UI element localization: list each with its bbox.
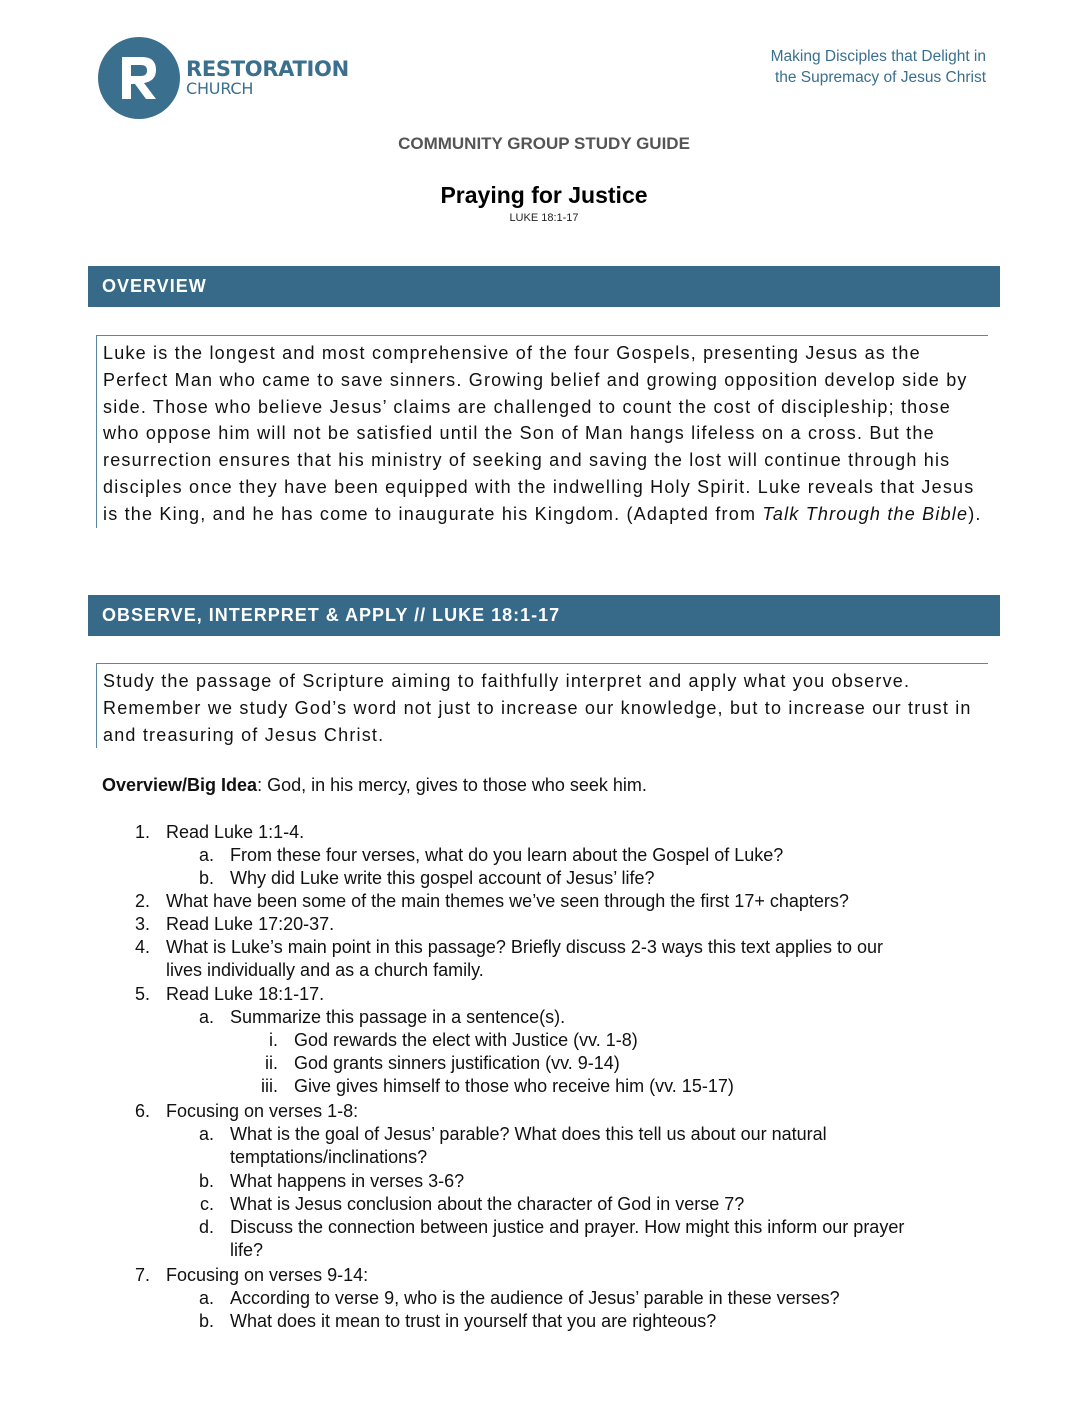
overview-heading: OVERVIEW xyxy=(88,266,1000,307)
oia-heading: OBSERVE, INTERPRET & APPLY // LUKE 18:1-17 xyxy=(88,595,1000,636)
list-marker: d. xyxy=(198,1217,214,1237)
list-item: From these four verses, what do you learn about the Gospel of Luke? xyxy=(230,845,784,865)
document-type: COMMUNITY GROUP STUDY GUIDE xyxy=(398,134,690,153)
list-item: Discuss the connection between justice and prayer. How might this inform our prayer xyxy=(230,1217,905,1237)
list-item: What happens in verses 3-6? xyxy=(230,1171,465,1191)
list-marker: b. xyxy=(198,1171,214,1191)
list-item: Summarize this passage in a sentence(s). xyxy=(230,1007,566,1027)
logo-wordmark-church: CHURCH xyxy=(186,79,254,98)
overview-text-main: Luke is the longest and most comprehensive of the four Gospels, presenting Jesus as the Perfect Man who came to save sinners. Growing belief and growing opposition develop side by side. Those who believe Jesus’ claims are challenged to count the cost of discipleship; those who oppose him will not be satisfied until the Son of Man hangs lifeless on a cross. But the resurrection ensures that his ministry of seeking and saving the lost will continue through his disciples once they have been equipped with the indwelling Holy Spirit. Luke reveals that Jesus is the King, and he has come to inaugurate his Kingdom. (Adapted from xyxy=(103,343,975,524)
list-marker: i. xyxy=(269,1030,278,1050)
list-item: Read Luke 18:1-17. xyxy=(166,984,325,1004)
list-item: God grants sinners justification (vv. 9-14) xyxy=(294,1053,620,1073)
scripture-reference: LUKE 18:1-17 xyxy=(509,212,579,224)
list-item: God rewards the elect with Justice (vv. 1-8) xyxy=(294,1030,638,1050)
list-marker: a. xyxy=(198,845,214,865)
list-marker: a. xyxy=(198,1288,214,1308)
list-marker: 7. xyxy=(134,1265,150,1285)
list-marker: c. xyxy=(199,1194,214,1214)
list-marker: iii. xyxy=(261,1076,278,1096)
list-item: Read Luke 17:20-37. xyxy=(166,914,335,934)
tagline-line-1: Making Disciples that Delight in xyxy=(770,48,986,65)
overview-source-title: Talk Through the Bible xyxy=(762,503,969,524)
tagline xyxy=(771,46,986,88)
list-marker: 2. xyxy=(134,891,150,911)
list-marker: 4. xyxy=(134,937,150,957)
list-marker: ii. xyxy=(265,1053,278,1073)
list-item: According to verse 9, who is the audience of Jesus’ parable in these verses? xyxy=(230,1288,840,1308)
overview-text xyxy=(96,335,988,528)
logo-wordmark-restoration: RESTORATION xyxy=(186,57,349,81)
list-item: What does it mean to trust in yourself that you are righteous? xyxy=(230,1311,717,1331)
big-idea-text: : God, in his mercy, gives to those who seek him. xyxy=(257,775,647,795)
list-marker: 5. xyxy=(134,984,150,1004)
list-marker: 6. xyxy=(134,1101,150,1121)
list-item: What is Luke’s main point in this passage? Briefly discuss 2-3 ways this text applies to our xyxy=(166,937,884,957)
big-idea xyxy=(102,773,647,797)
list-marker: b. xyxy=(198,868,214,888)
oia-intro: Study the passage of Scripture aiming to faithfully interpret and apply what you observe. Remember we study God’s word not just to increase our knowledge, but to increase our trust in and treasuring of Jesus Christ. xyxy=(96,663,988,748)
list-marker: a. xyxy=(198,1007,214,1027)
logo-r-icon xyxy=(98,37,180,119)
list-item-continuation: temptations/inclinations? xyxy=(230,1147,428,1167)
list-marker: a. xyxy=(198,1124,214,1144)
list-item: Read Luke 1:1-4. xyxy=(166,822,305,842)
list-item: What have been some of the main themes we’ve seen through the first 17+ chapters? xyxy=(166,891,849,911)
tagline-line-2: the Supremacy of Jesus Christ xyxy=(774,69,986,86)
list-marker: b. xyxy=(198,1311,214,1331)
big-idea-label: Overview/Big Idea xyxy=(102,775,258,795)
list-item: Why did Luke write this gospel account of Jesus’ life? xyxy=(230,868,655,888)
overview-text-end: ). xyxy=(968,503,982,524)
list-item-continuation: lives individually and as a church family. xyxy=(166,960,484,980)
list-marker: 1. xyxy=(134,822,150,842)
page-title: Praying for Justice xyxy=(440,182,648,208)
list-item-continuation: life? xyxy=(230,1240,264,1260)
church-logo xyxy=(98,37,349,119)
list-marker: 3. xyxy=(134,914,150,934)
list-item: Give gives himself to those who receive him (vv. 15-17) xyxy=(294,1076,734,1096)
list-item: What is Jesus conclusion about the character of God in verse 7? xyxy=(230,1194,745,1214)
list-item: Focusing on verses 1-8: xyxy=(166,1101,359,1121)
list-item: Focusing on verses 9-14: xyxy=(166,1265,369,1285)
list-item: What is the goal of Jesus’ parable? What does this tell us about our natural xyxy=(230,1124,827,1144)
